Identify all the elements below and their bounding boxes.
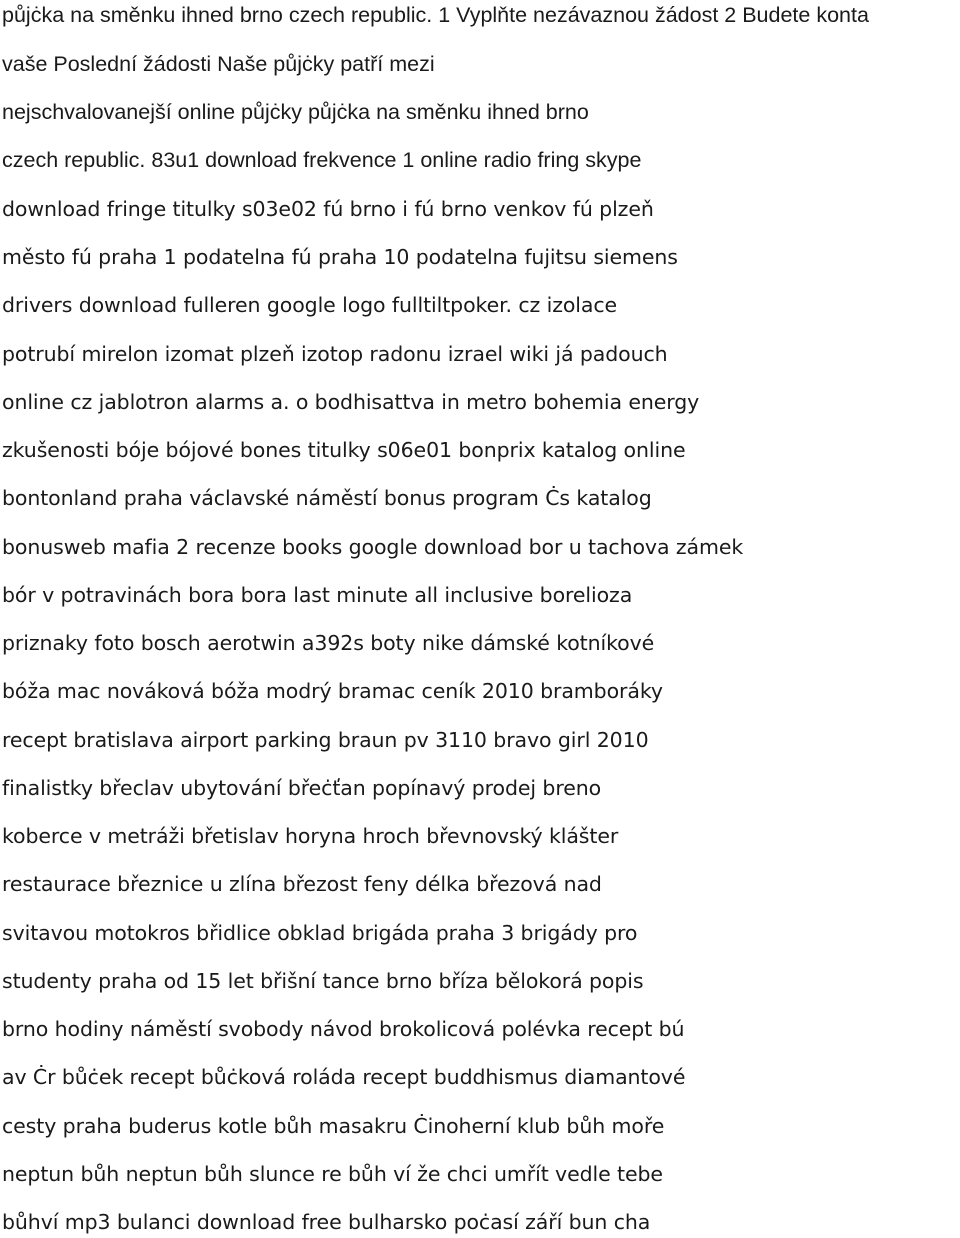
text-line-9: online cz jablotron alarms a. o bodhisattva in metro bohemia energy (2, 390, 700, 414)
text-line-22: brno hodiny náměstí svobody návod brokolicová polévka recept bú (2, 1017, 685, 1041)
text-line-8: potrubí mirelon izomat plzeň izotop radonu izrael wiki já padouch (2, 342, 668, 366)
text-line-18: koberce v metráži břetislav horyna hroch břevnovský klášter (2, 824, 619, 848)
text-line-2: vaše Poslední žádosti Naše půjċky patří mezi (2, 52, 435, 76)
text-line-20: svitavou motokros břidlice obklad brigáda praha 3 brigády pro (2, 921, 638, 945)
text-line-26: bůhví mp3 bulanci download free bulharsko poċasí září bun cha (2, 1210, 651, 1234)
text-line-15: bóža mac nováková bóža modrý bramac ceník 2010 bramboráky (2, 679, 663, 703)
text-line-17: finalistky břeclav ubytování břeċťan popínavý prodej breno (2, 776, 602, 800)
text-line-16: recept bratislava airport parking braun pv 3110 bravo girl 2010 (2, 728, 649, 752)
text-line-6: město fú praha 1 podatelna fú praha 10 podatelna fujitsu siemens (2, 245, 678, 269)
text-line-10: zkušenosti bóje bójové bones titulky s06e01 bonprix katalog online (2, 438, 686, 462)
text-line-13: bór v potravinách bora bora last minute all inclusive borelioza (2, 583, 633, 607)
text-line-12: bonusweb mafia 2 recenze books google download bor u tachova zámek (2, 535, 744, 559)
text-line-21: studenty praha od 15 let břišní tance brno bříza bělokorá popis (2, 969, 644, 993)
text-line-24: cesty praha buderus kotle bůh masakru Ċinoherní klub bůh moře (2, 1114, 665, 1138)
document-page (2, 0, 960, 1238)
text-line-4: czech republic. 83u1 download frekvence 1 online radio fring skype (2, 148, 642, 172)
text-line-5: download fringe titulky s03e02 fú brno i fú brno venkov fú plzeň (2, 197, 654, 221)
text-line-19: restaurace březnice u zlína březost feny délka březová nad (2, 872, 602, 896)
text-line-25: neptun bůh neptun bůh slunce re bůh ví že chci umřít vedle tebe (2, 1162, 663, 1186)
text-line-23: av Ċr bůċek recept bůċková roláda recept buddhismus diamantové (2, 1065, 686, 1089)
text-line-7: drivers download fulleren google logo fulltiltpoker. cz izolace (2, 293, 618, 317)
text-line-11: bontonland praha václavské náměstí bonus program Ċs katalog (2, 486, 652, 510)
text-line-1: půjċka na směnku ihned brno czech republic. 1 Vyplňte nezávaznou žádost 2 Budete konta (2, 3, 869, 27)
text-line-3: nejschvalovanejší online půjċky půjċka na směnku ihned brno (2, 100, 589, 124)
text-line-14: priznaky foto bosch aerotwin a392s boty nike dámské kotníkové (2, 631, 655, 655)
